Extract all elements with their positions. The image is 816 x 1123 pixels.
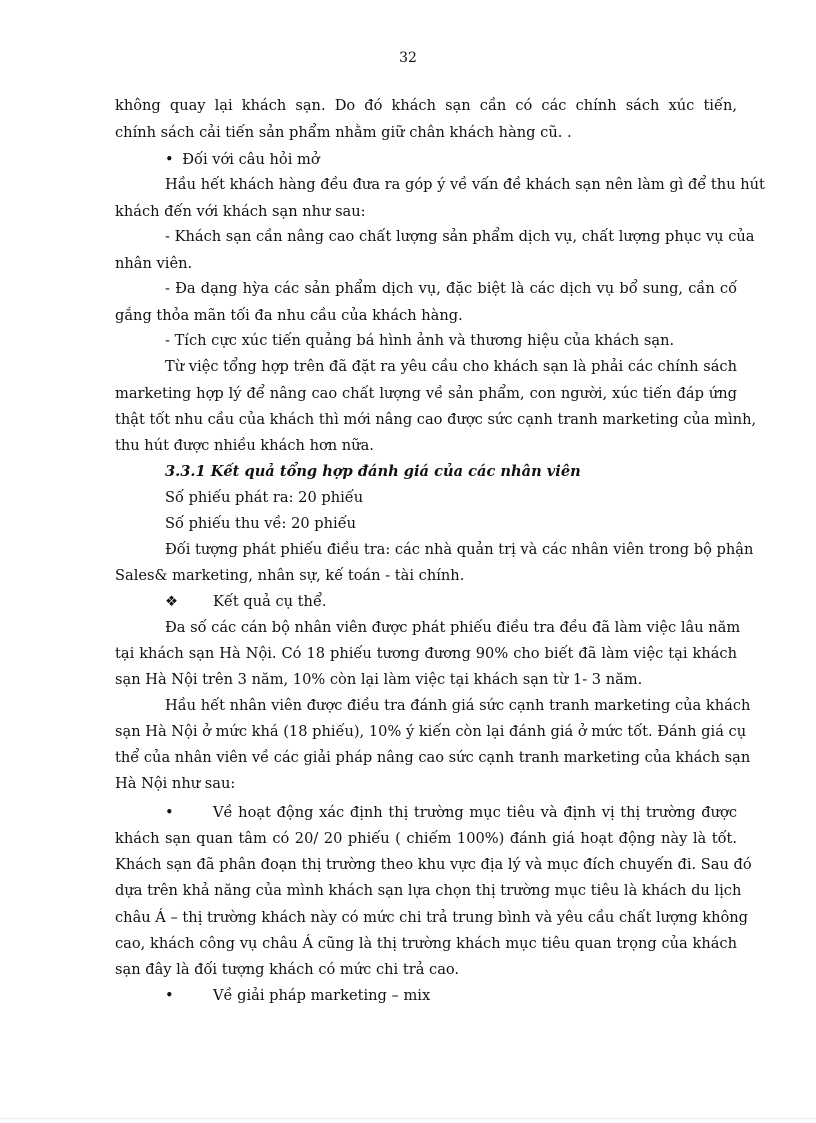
paragraph-line: - Khách sạn cần nâng cao chất lượng sản phẩm dịch vụ, chất lượng phục vụ của [165,228,755,245]
bullet-text: Đối với câu hỏi mở [182,151,320,168]
paragraph-line: cao, khách công vụ châu Á cũng là thị trường khách mục tiêu quan trọng của khách [115,935,737,952]
paragraph-line: Khách sạn đã phân đoạn thị trường theo khu vực địa lý và mục đích chuyến đi. Sau đó [115,856,752,873]
paragraph-line: Số phiếu thu về: 20 phiếu [165,515,357,532]
paragraph-line: châu Á – thị trường khách này có mức chi trả trung bình và yêu cầu chất lượng không [115,909,748,926]
paragraph-line: gắng thỏa mãn tối đa nhu cầu của khách hàng. [115,307,463,324]
paragraph-line: Từ việc tổng hợp trên đã đặt ra yêu cầu cho khách sạn là phải các chính sách [165,358,737,375]
paragraph-line: thể của nhân viên về các giải pháp nâng cao sức cạnh tranh marketing của khách sạn [115,749,751,766]
paragraph-line: sạn Hà Nội ở mức khá (18 phiếu), 10% ý kiến còn lại đánh giá ở mức tốt. Đánh giá cụ [115,723,747,740]
paragraph-line: Hầu hết nhân viên được điều tra đánh giá sức cạnh tranh marketing của khách [165,697,751,714]
bullet-marker: • [165,804,174,821]
diamond-text: Kết quả cụ thể. [213,593,327,610]
paragraph-line: Đối tượng phát phiếu điều tra: các nhà quản trị và các nhân viên trong bộ phận [165,541,754,558]
paragraph-line: chính sách cải tiến sản phẩm nhằm giữ chân khách hàng cũ. . [115,124,572,141]
paragraph-line: nhân viên. [115,255,193,272]
bullet-item [165,150,737,170]
paragraph-line: Hầu hết khách hàng đều đưa ra góp ý về vấn đề khách sạn nên làm gì để thu hút [165,176,765,193]
paragraph-line: - Đa dạng hỳa các sản phẩm dịch vụ, đặc biệt là các dịch vụ bổ sung, cần cố [165,280,737,297]
paragraph-line: sạn đây là đối tượng khách có mức chi trả cao. [115,961,460,978]
paragraph-line: thật tốt nhu cầu của khách thì mới nâng cao được sức cạnh tranh marketing của mình, [115,411,757,428]
diamond-marker: ❖ [165,593,179,610]
bullet-item [165,986,737,1006]
paragraph-line: Đa số các cán bộ nhân viên được phát phiếu điều tra đều đã làm việc lâu năm [165,619,741,636]
paragraph-line: Sales& marketing, nhân sự, kế toán - tài chính. [115,567,465,584]
paragraph-line: sạn Hà Nội trên 3 năm, 10% còn lại làm việc tại khách sạn từ 1- 3 năm. [115,671,643,688]
bullet-item [165,803,737,823]
paragraph-line: Hà Nội như sau: [115,775,236,792]
page-number: 32 [399,50,417,66]
paragraph-line: dựa trên khả năng của mình khách sạn lựa chọn thị trường mục tiêu là khách du lịch [115,882,742,899]
bullet-text: Về hoạt động xác định thị trường mục tiêu và định vị thị trường được [213,804,737,821]
bullet-marker: • [165,987,174,1004]
bullet-marker: • [165,151,174,168]
paragraph-line: Số phiếu phát ra: 20 phiếu [165,489,364,506]
paragraph-line: khách đến với khách sạn như sau: [115,203,366,220]
paragraph-line: khách sạn quan tâm có 20/ 20 phiếu ( chiếm 100%) đánh giá hoạt động này là tốt. [115,830,737,847]
paragraph-line: không quay lại khách sạn. Do đó khách sạn cần có các chính sách xúc tiến, [115,97,737,114]
paragraph-line: tại khách sạn Hà Nội. Có 18 phiếu tương đương 90% cho biết đã làm việc tại khách [115,645,737,662]
page-bottom-edge [0,1118,816,1119]
bullet-text: Về giải pháp marketing – mix [213,987,431,1004]
diamond-item [165,592,737,612]
paragraph-line: marketing hợp lý để nâng cao chất lượng về sản phẩm, con người, xúc tiến đáp ứng [115,385,737,402]
paragraph-line: thu hút được nhiều khách hơn nữa. [115,437,374,454]
section-heading: 3.3.1 Kết quả tổng hợp đánh giá của các nhân viên [165,463,581,480]
paragraph-line: - Tích cực xúc tiến quảng bá hình ảnh và thương hiệu của khách sạn. [165,332,675,349]
